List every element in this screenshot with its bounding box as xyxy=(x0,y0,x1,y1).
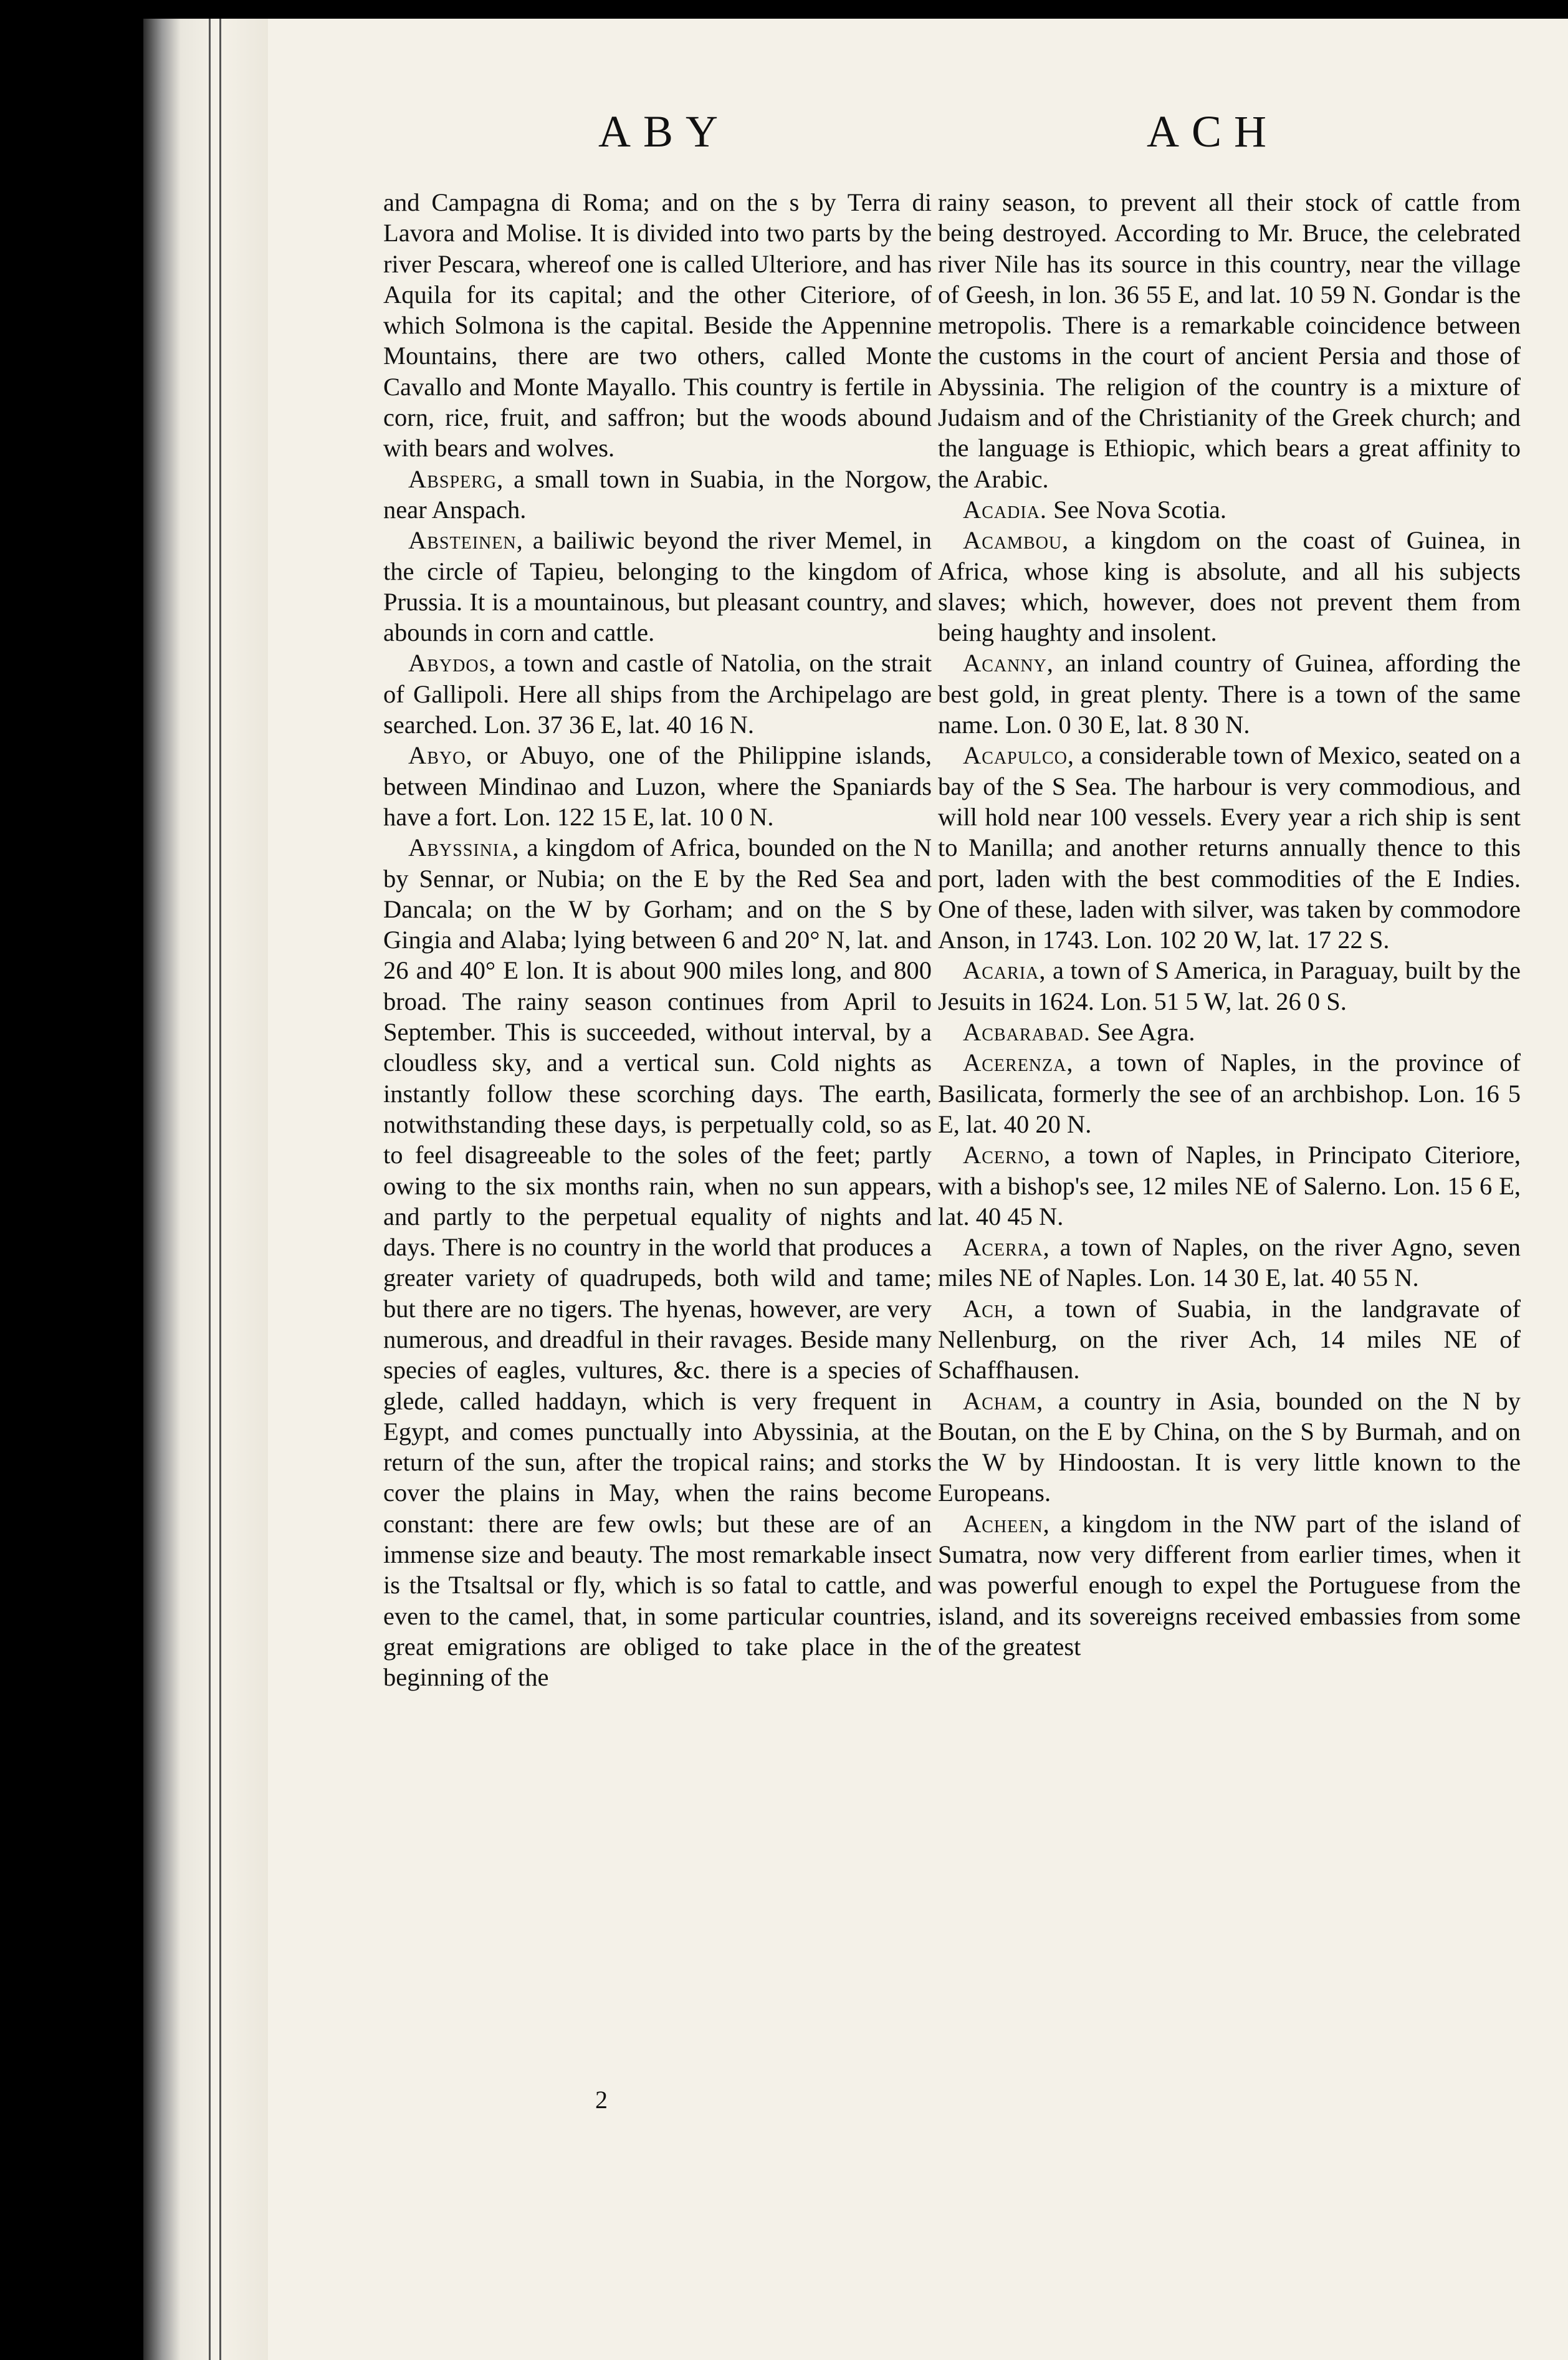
entry-text: a kingdom on the coast of Guinea, in Africa, whose king is absolute, and all his subjects slaves; which, however, does not prevent them from being haughty and insolent. xyxy=(938,526,1521,647)
entry xyxy=(383,464,932,525)
spine-rule xyxy=(219,19,221,2360)
entry-text: or Abuyo, one of the Philippine islands, between Mindinao and Luzon, where the Spaniards have a fort. Lon. 122 15 E, lat. 10 0 N. xyxy=(383,741,932,831)
entry xyxy=(938,1017,1521,1047)
entry-headword: Acerra, xyxy=(963,1233,1050,1262)
entry-text: a kingdom in the NW part of the island of Sumatra, now very different from earlier times, when it was powerful enough to expel the Portuguese from the island, and its sovereigns received embassies from some of the greatest xyxy=(938,1509,1521,1661)
entry-headword: Acerno, xyxy=(963,1141,1051,1169)
entry xyxy=(383,740,932,832)
entry-headword: Acbarabad. xyxy=(963,1018,1091,1047)
entry xyxy=(383,648,932,740)
entry xyxy=(938,1386,1521,1509)
entry-headword: Acerenza, xyxy=(963,1048,1074,1077)
entry-text: a bailiwic beyond the river Memel, in the circle of Tapieu, belonging to the kingdom of Prussia. It is a mountainous, but pleasant country, and abounds in corn and cattle. xyxy=(383,526,932,647)
entry-headword: Abyo, xyxy=(408,741,473,770)
entry xyxy=(938,494,1521,525)
entry xyxy=(938,187,1521,494)
entry xyxy=(383,832,932,1692)
entry-headword: Acanny, xyxy=(963,649,1054,678)
entry-text: See Agra. xyxy=(1097,1018,1195,1047)
entry-text: a town of Naples, in Principato Citeriore, with a bishop's see, 12 miles NE of Salerno. Lon. 15 6 E, lat. 40 45 N. xyxy=(938,1141,1521,1230)
entry xyxy=(383,187,932,464)
entry-headword: Acambou, xyxy=(963,526,1069,555)
entry-headword: Acham, xyxy=(963,1386,1044,1415)
entry xyxy=(938,1139,1521,1232)
entry-headword: Acheen, xyxy=(963,1509,1050,1538)
entry-headword: Acaria, xyxy=(963,956,1046,985)
entry-headword: Absteinen, xyxy=(408,526,523,555)
entry-text: a town and castle of Natolia, on the strait of Gallipoli. Here all ships from the Archipelago are searched. Lon. 37 36 E, lat. 40 16 N. xyxy=(383,649,932,739)
book-page xyxy=(143,19,1568,2360)
entry xyxy=(938,955,1521,1017)
entry xyxy=(938,1293,1521,1386)
entry-text: a kingdom of Africa, bounded on the N by Sennar, or Nubia; on the E by the Red Sea and Dancala; on the W by Gorham; and on the S by Gingia and Alaba; lying between 6 and 20° N, lat. and 26 and 40° E lon. It is about 900 miles long, and 800 broad. The rainy season continues from April to September. This is succeeded, without interval, by a cloudless sky, and a vertical sun. Cold nights as instantly follow these scorching days. The earth, notwithstanding these days, is perpetually cold, so as to feel disagreeable to the soles of the feet; partly owing to the six months rain, when no sun appears, and partly to the perpetual equality of nights and days. There is no country in the world that produces a greater variety of quadrupeds, both wild and tame; but there are no tigers. The hyenas, however, are very numerous, and dreadful in their ravages. Beside many species of eagles, vultures, &c. there is a species of glede, called haddayn, which is very frequent in Egypt, and comes punctually into Abyssinia, at the return of the sun, after the tropical rains; and storks cover the plains in May, when the rains become constant: there are few owls; but these are of an immense size and beauty. The most remarkable insect is the Ttsaltsal or fly, which is so fatal to cattle, and even to the camel, that, in some particular countries, great emigrations are obliged to take place in the beginning of the xyxy=(383,833,932,1692)
running-head-right: ACH xyxy=(1147,107,1279,156)
spine-rule xyxy=(209,19,211,2360)
right-column xyxy=(938,187,1521,1662)
entry-text: rainy season, to prevent all their stock of cattle from being destroyed. According to Mr. Bruce, the celebrated river Nile has its source in this country, near the village of Geesh, in lon. 36 55 E, and lat. 10 59 N. Gondar is the metropolis. There is a remarkable coincidence between the customs in the court of ancient Persia and those of Abyssinia. The religion of the country is a mixture of Judaism and of the Christianity of the Greek church; and the language is Ethiopic, which bears a great affinity to the Arabic. xyxy=(938,188,1521,493)
entry-text: a town of S America, in Paraguay, built by the Jesuits in 1624. Lon. 51 5 W, lat. 26 0 S. xyxy=(938,956,1521,1015)
entry-text: See Nova Scotia. xyxy=(1053,495,1226,524)
left-column xyxy=(383,187,932,1693)
book-spine xyxy=(143,19,268,2360)
entry-headword: Absperg, xyxy=(408,464,504,493)
entry xyxy=(938,525,1521,648)
entry xyxy=(938,1232,1521,1293)
entry-headword: Ach, xyxy=(963,1294,1015,1323)
entry-text: a small town in Suabia, in the Norgow, near Anspach. xyxy=(383,464,932,524)
entry-text: a considerable town of Mexico, seated on a bay of the S Sea. The harbour is very commodious, and will hold near 100 vessels. Every year a rich ship is sent to Manilla; and another returns annually thence to this port, laden with the best commodities of the E Indies. One of these, laden with silver, was taken by commodore Anson, in 1743. Lon. 102 20 W, lat. 17 22 S. xyxy=(938,741,1521,954)
entry-text: and Campagna di Roma; and on the s by Terra di Lavora and Molise. It is divided into two parts by the river Pescara, whereof one is called Ulteriore, and has Aquila for its capital; and the other Citeriore, of which Solmona is the capital. Beside the Appennine Mountains, there are two others, called Monte Cavallo and Monte Mayallo. This country is fertile in corn, rice, fruit, and saffron; but the woods abound with bears and wolves. xyxy=(383,188,932,463)
entry-text: a town of Naples, in the province of Basilicata, formerly the see of an archbishop. Lon. 16 5 E, lat. 40 20 N. xyxy=(938,1048,1521,1138)
entry-headword: Abyssinia, xyxy=(408,833,520,862)
entry-headword: Acadia. xyxy=(963,495,1048,524)
entry-headword: Acapulco, xyxy=(963,741,1075,770)
entry-text: a town of Suabia, in the landgravate of Nellenburg, on the river Ach, 14 miles NE of Schaffhausen. xyxy=(938,1294,1521,1384)
running-head-left: ABY xyxy=(598,107,731,156)
entry xyxy=(938,1509,1521,1662)
page-number: 2 xyxy=(595,2086,608,2114)
entry-text: an inland country of Guinea, affording the best gold, in great plenty. There is a town of the same name. Lon. 0 30 E, lat. 8 30 N. xyxy=(938,649,1521,739)
entry xyxy=(938,648,1521,740)
entry xyxy=(938,1047,1521,1139)
entry-text: a country in Asia, bounded on the N by Boutan, on the E by China, on the S by Burmah, and on the W by Hindoostan. It is very little known to the Europeans. xyxy=(938,1386,1521,1507)
entry xyxy=(383,525,932,648)
entry-headword: Abydos, xyxy=(408,649,497,678)
entry xyxy=(938,740,1521,955)
entry-text: a town of Naples, on the river Agno, seven miles NE of Naples. Lon. 14 30 E, lat. 40 55 N. xyxy=(938,1233,1521,1292)
